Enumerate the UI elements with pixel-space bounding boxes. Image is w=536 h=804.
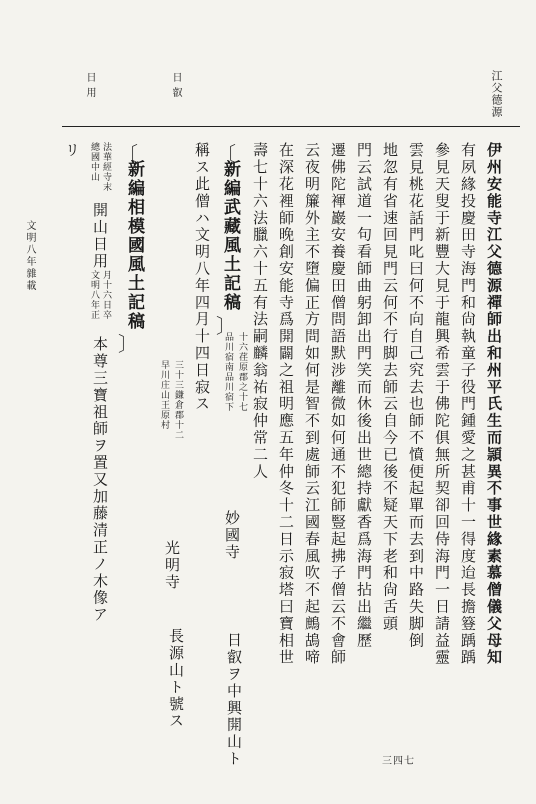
- heading1-tail-1: 妙國寺: [223, 510, 241, 561]
- body-column-1: 伊州安能寺江父德源禪師出和州平氏生而頴異不事世緣素慕僧儀父母知: [485, 142, 503, 666]
- last-column-note-c: 月十六日卒: [101, 270, 111, 320]
- heading2-tail-2: 長源山ト號ス: [167, 628, 185, 730]
- last-column-note-a: 法華經寺末: [101, 142, 111, 192]
- heading1-note-a: 十六荏原郡之十七: [237, 332, 247, 412]
- body-column-5: 地忽有省速回見門云何不行脚去師云自今已後不疑天下老和尙舌頭: [381, 142, 399, 633]
- body-column-2: 有夙緣投慶田寺海門和尙執童子役門鍾愛之甚甫十一得度迨長擔簦踽踽: [459, 142, 477, 666]
- heading2-note-a: 三十三鎌倉郡十二: [173, 360, 183, 440]
- heading2-bracket-open: 〔: [118, 142, 138, 166]
- last-column-note-b: 總國中山: [89, 142, 99, 182]
- last-column-tail: 本尊三寶祖師ヲ置又加藤清正ノ木像ア: [91, 336, 109, 624]
- running-head-title: 江父德源: [490, 70, 503, 118]
- body-column-6: 門云試道一句看師曲躬卸出門笑而休後出世總持獻香爲海門拈出繼歷: [355, 142, 373, 649]
- body-column-11: 稱ス此僧ハ文明八年四月十四日寂ス: [193, 142, 211, 413]
- last-column-main: 開山日用: [91, 202, 109, 270]
- heading1-title: 新編武藏風土記稿: [220, 160, 240, 312]
- body-column-3: 參見天叟于新豐大見于龍興希雲于佛陀俱無所契卻回侍海門一日請益靈: [433, 142, 451, 666]
- heading2-tail-1: 光明寺: [163, 540, 181, 591]
- body-column-7: 遷佛陀褌巖安養慶田僧問語默涉離微如何通不犯師豎起拂子僧云不會師: [329, 142, 347, 666]
- margin-book-title: 文明八年雜載: [24, 220, 35, 292]
- heading1-bracket-close: 〕: [216, 314, 236, 338]
- header-rule: [62, 126, 520, 127]
- running-head-subtitle: 日叡: [170, 72, 181, 102]
- heading1-bracket-open: 〔: [216, 142, 236, 166]
- heading2-bracket-close: 〕: [118, 332, 138, 356]
- heading1-note-b: 品川宿南品川宿下: [223, 332, 233, 412]
- heading2-title: 新編相模國風土記稿: [124, 160, 144, 331]
- heading2-note-b: 早川庄山王原村: [159, 360, 169, 430]
- body-column-4: 雲見桃花話門叱曰何不向自己究去也師不憤便起單而去到中路失脚倒: [407, 142, 425, 649]
- page-number: 三四七: [382, 756, 415, 767]
- last-column-note-d: 文明八年正: [89, 270, 99, 320]
- body-column-10: 壽七十六法臘六十五有法嗣麟翁祐寂仲常二人: [251, 142, 269, 480]
- heading1-tail-2: 日叡ヲ中興開山ト: [225, 632, 243, 768]
- body-column-9: 在深花裡師晚創安能寺爲開闢之祖明應五年仲冬十二日示寂塔曰寶相世: [277, 142, 295, 666]
- body-column-8: 云夜明簾外主不墮偏正方問如何是智不到處師云江國春風吹不起鷓鴣啼: [303, 142, 321, 666]
- running-head-subtitle-left: 日用: [84, 72, 95, 102]
- margin-tail: リ: [63, 142, 81, 159]
